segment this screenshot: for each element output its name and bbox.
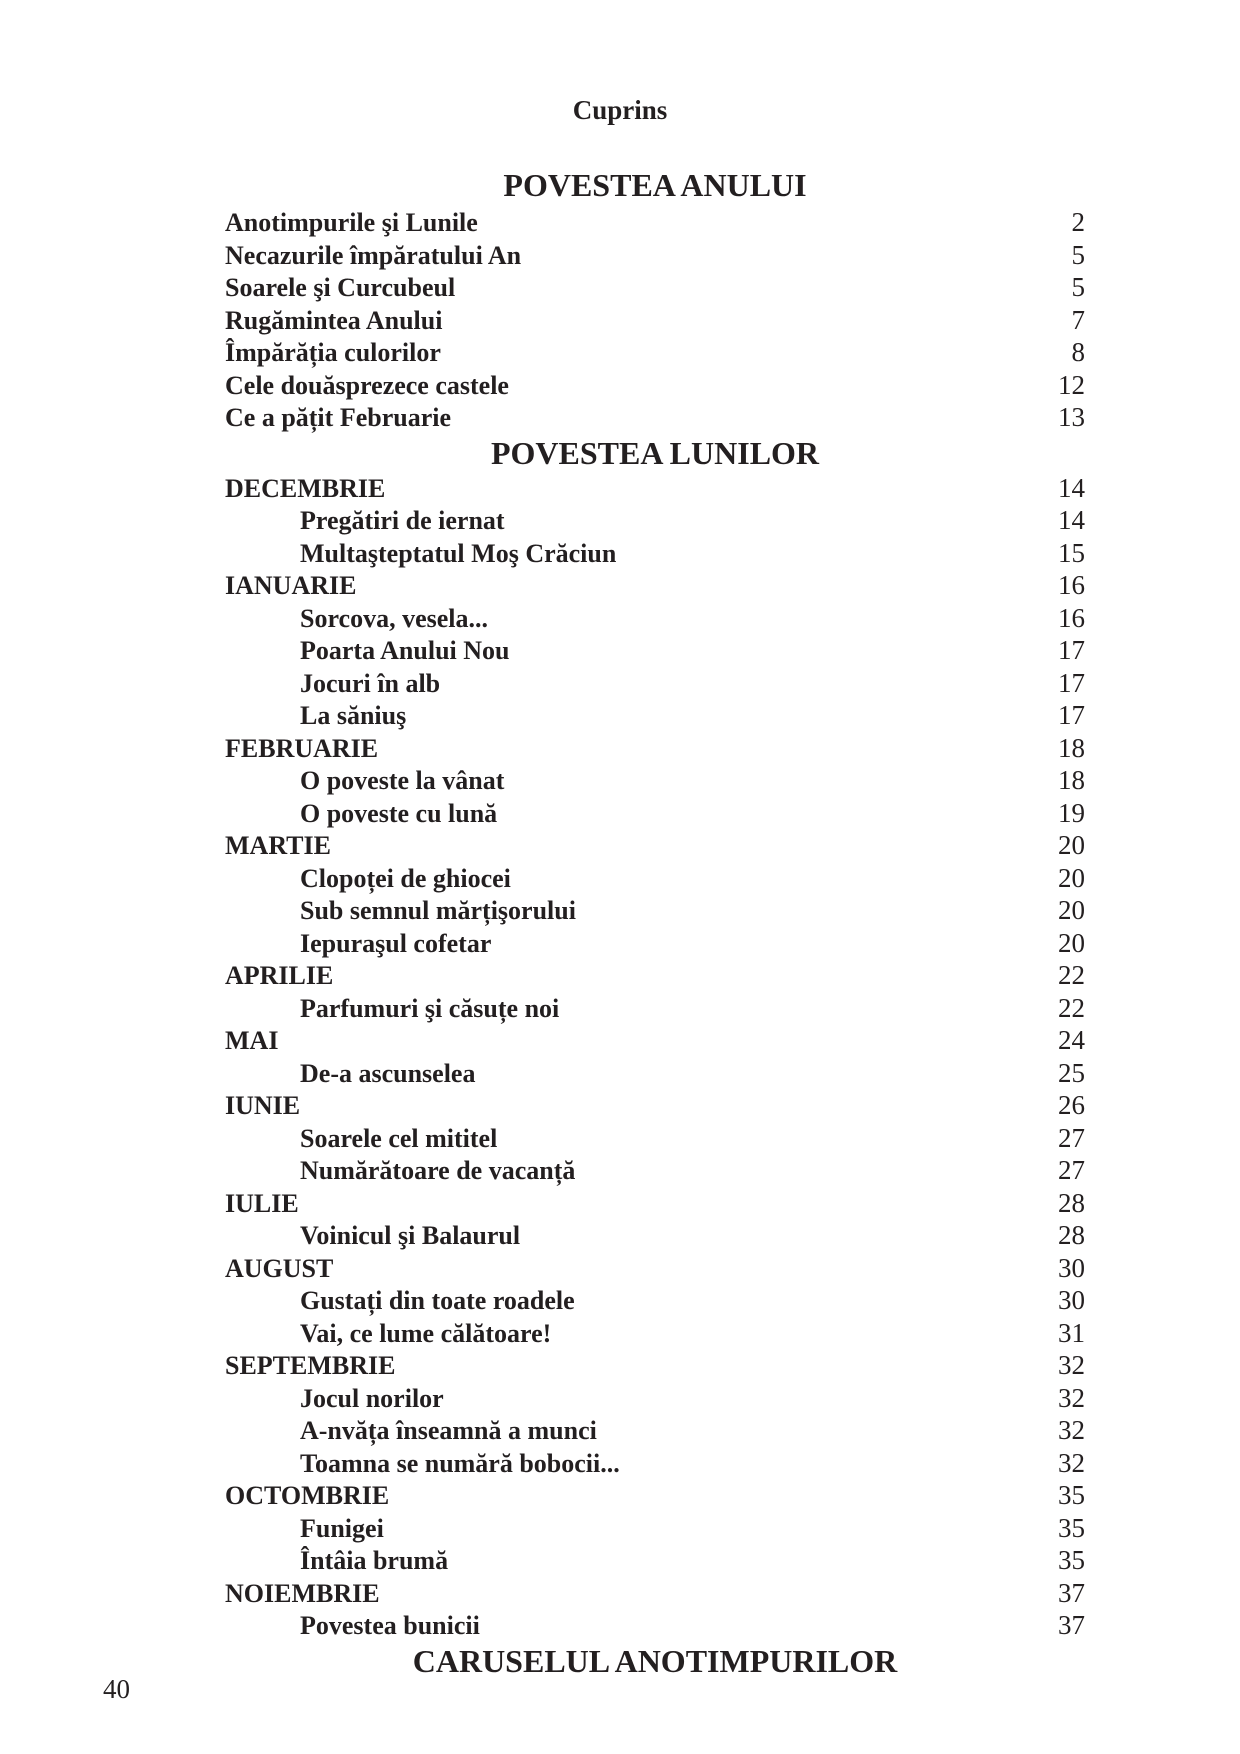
toc-entry-title: FEBRUARIE bbox=[225, 733, 379, 763]
toc-entry-page: 20 bbox=[1058, 830, 1085, 860]
toc-entry-page: 32 bbox=[1058, 1447, 1085, 1478]
toc-entry-page: 19 bbox=[1058, 797, 1085, 828]
toc-entry[interactable] bbox=[225, 1577, 1085, 1610]
toc-entry-title: Iepuraşul cofetar bbox=[300, 928, 492, 958]
toc-subentry[interactable] bbox=[225, 602, 1085, 635]
toc-entry-title: Vai, ce lume călătoare! bbox=[300, 1318, 552, 1348]
toc-entry-title: Voinicul şi Balaurul bbox=[300, 1221, 521, 1250]
toc-subentry[interactable] bbox=[225, 1154, 1085, 1187]
toc-entry[interactable] bbox=[225, 1089, 1085, 1122]
toc-entry-page: 32 bbox=[1058, 1382, 1085, 1413]
toc-entry-title: Cele douăsprezece castele bbox=[225, 370, 509, 400]
toc-subentry[interactable] bbox=[225, 862, 1085, 895]
toc-entry-page: 32 bbox=[1058, 1415, 1085, 1445]
toc-entry-title: Pregătiri de iernat bbox=[300, 506, 505, 535]
toc-entry-title: Poarta Anului Nou bbox=[300, 636, 510, 665]
toc-entry-page: 18 bbox=[1058, 765, 1085, 795]
toc-entry-page: 37 bbox=[1058, 1610, 1085, 1640]
toc-entry-page: 30 bbox=[1058, 1285, 1085, 1315]
toc-entry-title: La săniuş bbox=[300, 701, 407, 730]
toc-entry-title: Jocul norilor bbox=[300, 1383, 444, 1413]
toc-entry-page: 16 bbox=[1058, 570, 1085, 600]
toc-entry-page: 30 bbox=[1058, 1252, 1085, 1283]
toc-entry[interactable] bbox=[225, 336, 1085, 369]
toc-entry-title: O poveste cu lună bbox=[300, 798, 498, 828]
toc-entry[interactable] bbox=[225, 732, 1085, 765]
toc-entry-title: De-a ascunselea bbox=[300, 1058, 476, 1088]
toc-entry-page: 15 bbox=[1058, 537, 1085, 568]
section-heading: CARUSELUL ANOTIMPURILOR bbox=[412, 1642, 898, 1679]
toc-entry-page: 22 bbox=[1058, 960, 1085, 990]
toc-subentry[interactable] bbox=[225, 1284, 1085, 1317]
toc-entry-title: AUGUST bbox=[225, 1253, 334, 1283]
toc-entry-page: 35 bbox=[1058, 1545, 1085, 1575]
toc-entry-title: A-nvăța înseamnă a munci bbox=[300, 1416, 597, 1445]
toc-entry-page: 25 bbox=[1058, 1057, 1085, 1088]
toc-entry-title: Toamna se numără bobocii... bbox=[300, 1448, 620, 1478]
toc-subentry[interactable] bbox=[225, 1057, 1085, 1090]
toc-entry[interactable] bbox=[225, 304, 1085, 337]
toc-entry-title: Sub semnul mărțişorului bbox=[300, 896, 576, 925]
toc-entry-title: APRILIE bbox=[225, 961, 334, 990]
toc-entry-title: Soarele cel mititel bbox=[300, 1123, 498, 1153]
toc-subentry[interactable] bbox=[225, 1414, 1085, 1447]
toc-entry-title: OCTOMBRIE bbox=[225, 1481, 390, 1510]
toc-entry-page: 28 bbox=[1058, 1187, 1085, 1218]
toc-entry-page: 12 bbox=[1058, 369, 1085, 400]
toc-entry-page: 13 bbox=[1058, 402, 1085, 432]
toc-entry-title: Ce a pățit Februarie bbox=[225, 403, 452, 432]
toc-entry-page: 14 bbox=[1058, 505, 1085, 535]
toc-entry[interactable] bbox=[225, 1252, 1085, 1285]
toc-entry-title: Rugămintea Anului bbox=[225, 305, 443, 335]
toc-entry[interactable] bbox=[225, 271, 1085, 304]
toc-entry-page: 16 bbox=[1058, 602, 1085, 633]
toc-entry-page: 18 bbox=[1058, 732, 1085, 763]
toc-entry-title: Gustați din toate roadele bbox=[300, 1286, 575, 1315]
toc-entry-title: Jocuri în alb bbox=[300, 668, 441, 698]
toc-entry-page: 17 bbox=[1058, 635, 1085, 665]
toc-entry-title: MARTIE bbox=[225, 831, 331, 860]
toc-entry[interactable] bbox=[225, 1187, 1085, 1220]
toc-subentry[interactable] bbox=[225, 667, 1085, 700]
toc-entry-page: 20 bbox=[1058, 862, 1085, 893]
toc-entry-title: IANUARIE bbox=[225, 571, 357, 600]
toc-entry-title: Necazurile împăratului An bbox=[225, 240, 522, 270]
toc-entry-page: 2 bbox=[1071, 207, 1085, 237]
toc-subentry[interactable] bbox=[225, 1447, 1085, 1480]
toc-entry-title: Parfumuri şi căsuțe noi bbox=[300, 993, 560, 1023]
toc-entry-title: Anotimpurile şi Lunile bbox=[225, 208, 478, 237]
toc-subentry[interactable] bbox=[225, 699, 1085, 732]
toc-entry[interactable] bbox=[225, 206, 1085, 239]
toc-entry-title: Împărăția culorilor bbox=[225, 338, 441, 367]
toc-entry-page: 17 bbox=[1058, 667, 1085, 698]
toc-subentry[interactable] bbox=[225, 764, 1085, 797]
toc-subentry[interactable] bbox=[225, 1382, 1085, 1415]
toc-entry[interactable] bbox=[225, 472, 1085, 505]
toc-entry-page: 20 bbox=[1058, 927, 1085, 958]
toc-entry[interactable] bbox=[225, 829, 1085, 862]
toc-entry-page: 20 bbox=[1058, 895, 1085, 925]
toc-subentry[interactable] bbox=[225, 797, 1085, 830]
section-heading: POVESTEA ANULUI bbox=[503, 167, 807, 203]
toc-entry[interactable] bbox=[225, 569, 1085, 602]
toc-subentry[interactable] bbox=[225, 1219, 1085, 1252]
table-of-contents bbox=[225, 160, 1085, 1680]
toc-entry-page: 17 bbox=[1058, 700, 1085, 730]
toc-entry[interactable] bbox=[225, 1349, 1085, 1382]
toc-entry-title: Sorcova, vesela... bbox=[300, 603, 488, 633]
toc-entry-page: 35 bbox=[1058, 1480, 1085, 1510]
toc-entry-title: Multaşteptatul Moş Crăciun bbox=[300, 538, 617, 568]
toc-entry[interactable] bbox=[225, 1479, 1085, 1512]
toc-entry[interactable] bbox=[225, 369, 1085, 402]
toc-entry-title: Clopoței de ghiocei bbox=[300, 863, 511, 893]
toc-subentry[interactable] bbox=[225, 537, 1085, 570]
toc-subentry[interactable] bbox=[225, 1609, 1085, 1642]
section-heading: POVESTEA LUNILOR bbox=[490, 434, 820, 471]
toc-entry-title: Soarele şi Curcubeul bbox=[225, 273, 456, 302]
toc-entry-title: NOIEMBRIE bbox=[225, 1578, 380, 1608]
toc-entry-title: MAI bbox=[225, 1026, 279, 1055]
toc-entry-page: 37 bbox=[1058, 1577, 1085, 1608]
toc-entry-title: Povestea bunicii bbox=[300, 1611, 480, 1640]
toc-subentry[interactable] bbox=[225, 927, 1085, 960]
toc-entry-title: IUNIE bbox=[225, 1091, 301, 1120]
toc-entry-title: SEPTEMBRIE bbox=[225, 1351, 396, 1380]
toc-entry-title: O poveste la vânat bbox=[300, 766, 505, 795]
toc-entry[interactable] bbox=[225, 1024, 1085, 1057]
toc-subentry[interactable] bbox=[225, 504, 1085, 537]
toc-entry-page: 22 bbox=[1058, 992, 1085, 1023]
toc-subentry[interactable] bbox=[225, 1122, 1085, 1155]
toc-entry-title: Numărătoare de vacanță bbox=[300, 1156, 576, 1185]
toc-entry-page: 7 bbox=[1071, 304, 1085, 335]
toc-subentry[interactable] bbox=[225, 1512, 1085, 1545]
toc-entry-page: 27 bbox=[1058, 1122, 1085, 1153]
toc-entry-page: 32 bbox=[1058, 1350, 1085, 1380]
page-number: 40 bbox=[103, 1674, 130, 1704]
toc-subentry[interactable] bbox=[225, 992, 1085, 1025]
toc-entry[interactable] bbox=[225, 959, 1085, 992]
toc-entry-title: Funigei bbox=[300, 1513, 384, 1543]
toc-entry-page: 14 bbox=[1058, 472, 1085, 503]
page-title: Cuprins bbox=[572, 95, 668, 125]
toc-subentry[interactable] bbox=[225, 894, 1085, 927]
toc-entry[interactable] bbox=[225, 239, 1085, 272]
toc-subentry[interactable] bbox=[225, 1317, 1085, 1350]
toc-entry-page: 35 bbox=[1058, 1512, 1085, 1543]
toc-entry-page: 28 bbox=[1058, 1220, 1085, 1250]
toc-entry-title: Întâia brumă bbox=[300, 1546, 449, 1575]
toc-entry-page: 26 bbox=[1058, 1090, 1085, 1120]
toc-entry-page: 5 bbox=[1071, 272, 1085, 302]
toc-entry-page: 27 bbox=[1058, 1155, 1085, 1185]
toc-entry-page: 24 bbox=[1058, 1025, 1085, 1055]
toc-entry-title: IULIE bbox=[225, 1188, 299, 1218]
toc-entry-page: 8 bbox=[1071, 337, 1085, 367]
toc-entry-page: 5 bbox=[1071, 239, 1085, 270]
toc-entry-page: 31 bbox=[1058, 1317, 1085, 1348]
toc-entry[interactable] bbox=[225, 401, 1085, 434]
toc-subentry[interactable] bbox=[225, 1544, 1085, 1577]
toc-entry-title: DECEMBRIE bbox=[225, 473, 386, 503]
toc-subentry[interactable] bbox=[225, 634, 1085, 667]
